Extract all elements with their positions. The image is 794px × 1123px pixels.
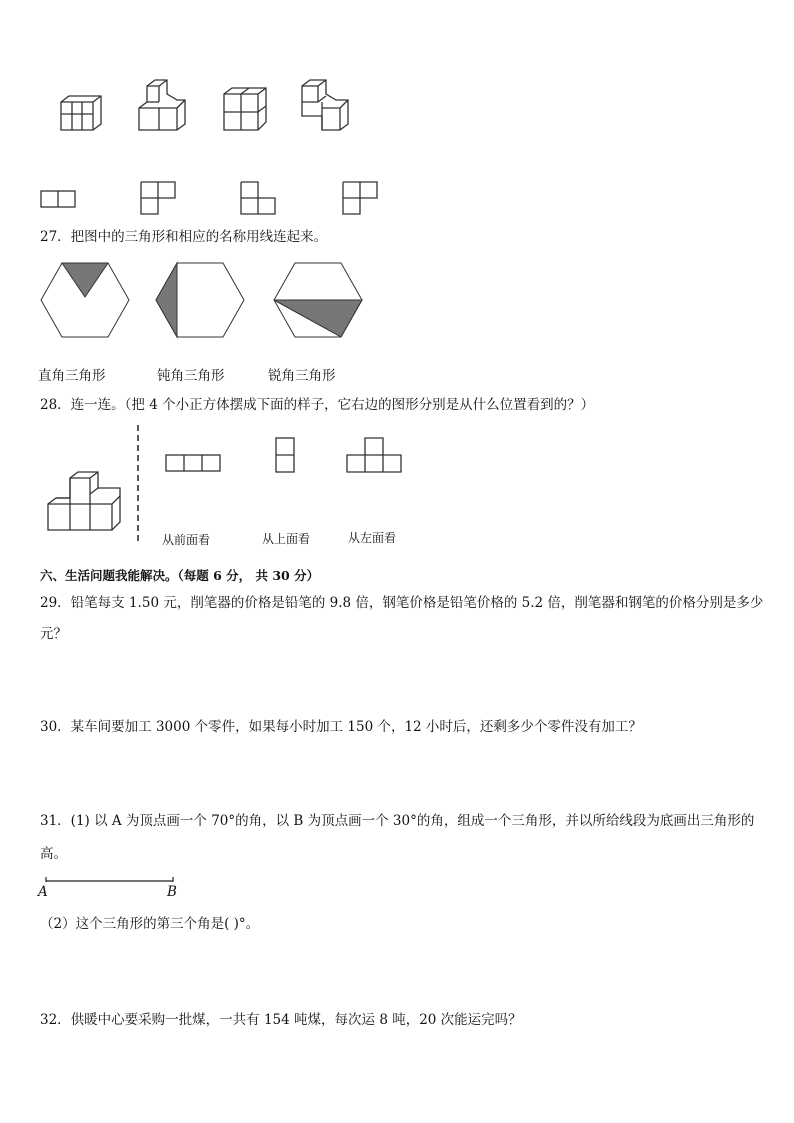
cube-figure-4 (300, 80, 352, 132)
hexagon-right-triangle (40, 262, 130, 338)
label-acute-triangle: 锐角三角形 (268, 368, 336, 384)
point-b-label: B (167, 884, 177, 900)
point-a-label: A (38, 884, 48, 900)
label-front-view: 从前面看 (162, 533, 211, 547)
question-27-text: 27．把图中的三角形和相应的名称用线连起来。 (40, 229, 328, 245)
question-31-line1: 31．(1) 以 A 为顶点画一个 70°的角，以 B 为顶点画一个 30°的角，组成一个三角形，并以所给线段为底画出三角形的 (40, 813, 755, 829)
question-30-text: 30．某车间要加工 3000 个零件，如果每小时加工 150 个，12 小时后，还剩多少个零件没有加工？ (40, 719, 642, 735)
hexagon-obtuse-triangle (155, 262, 245, 338)
view-two-stacked (275, 437, 295, 473)
cube-stack-figure (46, 470, 126, 532)
label-top-view: 从上面看 (262, 532, 311, 546)
question-31-line2: 高。 (40, 846, 67, 862)
label-right-triangle: 直角三角形 (38, 368, 106, 384)
view-option-2 (140, 181, 176, 215)
question-29-line2: 元？ (40, 626, 67, 642)
question-31-part2: （2）这个三角形的第三个角是( )°。 (40, 916, 260, 932)
section-6-title: 六、生活问题我能解决。（每题 6 分， 共 30 分） (40, 568, 320, 583)
view-t-shape (346, 437, 402, 473)
view-option-1 (40, 190, 76, 208)
question-29-line1: 29．铅笔每支 1.50 元，削笔器的价格是铅笔的 9.8 倍，钢笔价格是铅笔价格的 5.2 倍，削笔器和钢笔的价格分别是多少 (40, 595, 764, 611)
divider-dashed-line (136, 425, 140, 545)
view-option-4 (342, 181, 378, 215)
cube-figure-1 (55, 92, 105, 132)
question-28-text: 28．连一连。（把 4 个小正方体摆成下面的样子，它右边的图形分别是从什么位置看到的？） (40, 397, 595, 413)
cube-figure-3 (222, 86, 268, 132)
view-three-in-row (165, 454, 221, 472)
label-obtuse-triangle: 钝角三角形 (157, 368, 225, 384)
label-left-view: 从左面看 (348, 531, 397, 545)
segment-ab (45, 876, 177, 886)
cube-figure-2 (137, 80, 189, 132)
view-option-3 (240, 181, 276, 215)
question-32-text: 32．供暖中心要采购一批煤，一共有 154 吨煤，每次运 8 吨，20 次能运完吗？ (40, 1012, 522, 1028)
hexagon-acute-triangle (273, 262, 363, 338)
